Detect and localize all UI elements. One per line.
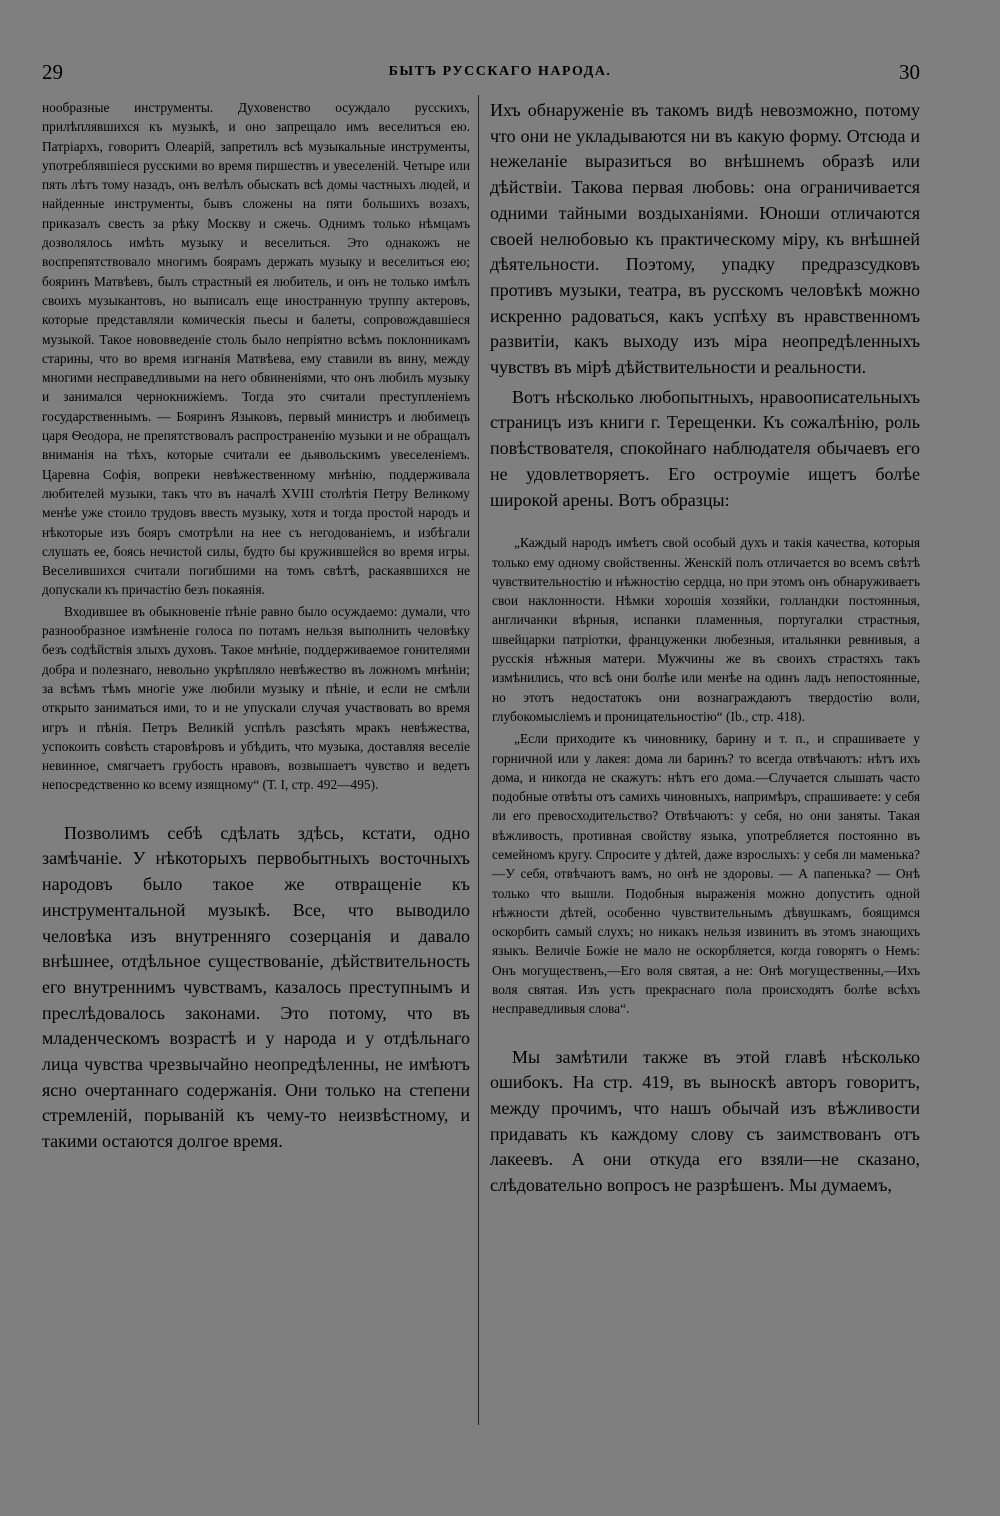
paragraph: Мы замѣтили также въ этой главѣ нѣсколько ошибокъ. На стр. 419, въ выноскѣ авторъ говоритъ, между прочимъ, что нашъ обычай изъ вѣжливости придавать къ каждому слову съ заимствованъ отъ лакеевъ. А они откуда его взяли—не сказано, слѣдовательно вопросъ не разрѣшенъ. Мы думаемъ, [490,1046,920,1196]
column-divider [478,95,479,1425]
paragraph: Вотъ нѣсколько любопытныхъ, нравоописательныхъ страницъ изъ книги г. Терещенки. Къ сожалѣнію, роль повѣствователя, спокойнаго наблюдателя обычаевъ его не удовлетворяетъ. Его остроуміе ищетъ болѣе широкой арены. Вотъ образцы: [490,386,920,510]
page-header [0,60,1000,84]
paragraph: Входившее въ обыкновеніе пѣніе равно было осуждаемо: думали, что разнообразное измѣненіе голоса по потамъ нельзя выполнить человѣку безъ содѣйствія злыхъ духовъ. Такое мнѣніе, поддерживаемое гонителями добра и полезнаго, невольно укрѣпляло невѣжество въ ложномъ мнѣніи; за всѣмъ тѣмъ многіе уже любили музыку и пѣніе, и если не смѣли открыто заниматься ими, то и не упускали случая участвовать во время игръ и пѣнія. Петръ Великій успѣлъ разсѣять мракъ невѣжества, успокоить совѣсть старовѣровъ и убѣдить, что музыка, доставляя веселіе невинное, смягчаетъ грубость нравовъ, возвышаетъ чувство и ведетъ непосредственно ко всему изящному“ (Т. I, стр. 492—495). [42,603,470,793]
left-column [42,98,470,1155]
quotation: „Каждый народъ имѣетъ свой особый духъ и такія качества, которыя только ему одному свойственны. Женскій полъ отличается во всемъ свѣтѣ чувствительностію и нѣжностію сердца, но при этомъ онъ обнаруживаетъ свои наклонности. Нѣмки хорошія хозяйки, голландки постоянныя, англичанки вѣрныя, испанки пламенныя, португалки страстныя, швейцарки патріотки, француженки любезныя, итальянки ревнивыя, а русскія нѣжныя матери. Мужчины же въ своихъ страстяхъ такъ измѣнились, что всѣ они болѣе или менѣе на одинъ ладъ непостоянные, но этотъ недостатокъ они вознаграждаютъ твердостію воли, глубокомысліемъ и проницательностію“ (Ib., стр. 418). [492,535,920,724]
paragraph: Позволимъ себѣ сдѣлать здѣсь, кстати, одно замѣчаніе. У нѣкоторыхъ первобытныхъ восточныхъ народовъ было такое же отвращеніе къ инструментальной музыкѣ. Все, что выводило человѣка изъ внутренняго созерцанія и давало внѣшнее, отдѣльное существованіе, дѣйствительность его внутреннимъ чувствамъ, казалось преступнымъ и преслѣдовалось законами. Это потому, что въ младенческомъ возрастѣ и у народа и у отдѣльнаго лица чувства чрезвычайно неопредѣленны, не имѣютъ ясно очертаннаго содержанія. Они только на степени стремленій, порываній къ чему-то неизвѣстному, и такими остаются долгое время. [42,822,470,1152]
paragraph: Ихъ обнаруженіе въ такомъ видѣ невозможно, потому что они не укладываются ни въ какую форму. Отсюда и нежеланіе выразиться во внѣшнемъ образѣ или дѣйствіи. Такова первая любовь: она ограничивается одними тайными воздыханіями. Юноши отличаются своей нелюбовью къ практическому міру, къ внѣшней дѣятельности. Поэтому, упадку предразсудковъ противъ музыки, театра, въ русскомъ человѣкѣ можно искренно радоваться, какъ успѣху въ нравственномъ развитіи, какъ выходу изъ міра неопредѣленныхъ чувствъ въ мірѣ дѣйствительности и реальности. [490,100,920,378]
paragraph: нообразные инструменты. Духовенство осуждало русскихъ, прилѣплявшихся къ музыкѣ, и оно запрещало имъ веселиться ею. Патріархъ, говоритъ Олеарій, запретилъ всѣ музыкальные инструменты, употреблявшіеся русскими во время пиршествъ и увеселеній. Четыре или пять лѣтъ тому назадъ, онъ велѣлъ обыскать всѣ домы частныхъ людей, и найденные инструменты, бывъ сложены на пяти большихъ возахъ, приказалъ свесть за рѣку Москву и сжечь. Однимъ только нѣмцамъ дозволялось имѣть музыку и веселиться. Это однакожъ не воспрепятствовало многимъ боярамъ держать музыку и веселиться ею; бояринъ Матвѣевъ, былъ страстный ея любитель, и онъ не только имѣлъ своихъ музыкантовъ, но выписалъ еще иностранную труппу актеровъ, которые представляли комическія пьесы и балеты, сопровождавшіеся музыкой. Такое нововведеніе столь было непріятно всѣмъ поклонникамъ старины, что во время изгнанія Матвѣева, ему ставили въ вину, между многими несправедливыми на него обвиненіями, что онъ любилъ музыку и занимался чернокнижіемъ. Тогда это считали преступленіемъ государственнымъ. — Бояринъ Языковъ, первый министръ и любимецъ царя Ѳеодора, не препятствовалъ распространенію музыки и не обращалъ вниманія на тѣхъ, которые считали ее дьявольскимъ увеселеніемъ. Царевна Софія, вопреки невѣжественному мнѣнію, поддерживала любителей музыки, такъ что въ началѣ XVIII столѣтія Петру Великому менѣе уже стоило трудовъ ввесть музыку, хотя и тогда простой народъ и нѣкоторые изъ бояръ смотрѣли на нее съ негодованіемъ, и избѣгали слушать ее, боясь нечистой силы, будто бы кружившейся во время игры. Веселившихся считали погибшими на томъ свѣтѣ, раскаявшихся не допускали къ причастію безъ покаянія. [42,100,470,598]
page-number-right: 30 [899,60,920,84]
right-column [490,98,920,1199]
quotation: „Если приходите къ чиновнику, барину и т. п., и спрашиваете у горничной или у лакея: дома ли баринъ? то всегда отвѣчаютъ: нѣтъ ихъ дома, и никогда не скажутъ: нѣтъ его дома.—Случается слышать часто подобные отвѣты отъ самихъ чиновныхъ, напримѣръ, спрашиваете: у себя ли его превосходительство? Отвѣчаютъ: у себя, но они заняты. Такая вѣжливость, противная свойству языка, употребляется постоянно въ семейномъ кругу. Спросите у дѣтей, даже взрослыхъ: у себя ли маменька?—У себя, отвѣчаютъ вамъ, но онѣ не здоровы. — А папенька? — Онѣ только что вышли. Подобныя выраженія можно допустить одной нѣжности дѣтей, особенно чувствительнымъ дѣвушкамъ, боящимся оскорбить самый слухъ; но никакъ нельзя извинить въ этомъ знающихъ языкъ. Величіе Божіе не мало не оскорбляется, когда говорятъ о Немъ: Онъ могущественъ,—Его воля святая, а не: Онѣ могущественны,—Ихъ воля святая. Изъ устъ прекраснаго пола происходятъ болѣе всѣхъ несправедливыя слова“. [492,731,920,1017]
running-title: БЫТЪ РУССКАГО НАРОДА. [388,64,612,79]
page-number-left: 29 [42,60,63,84]
